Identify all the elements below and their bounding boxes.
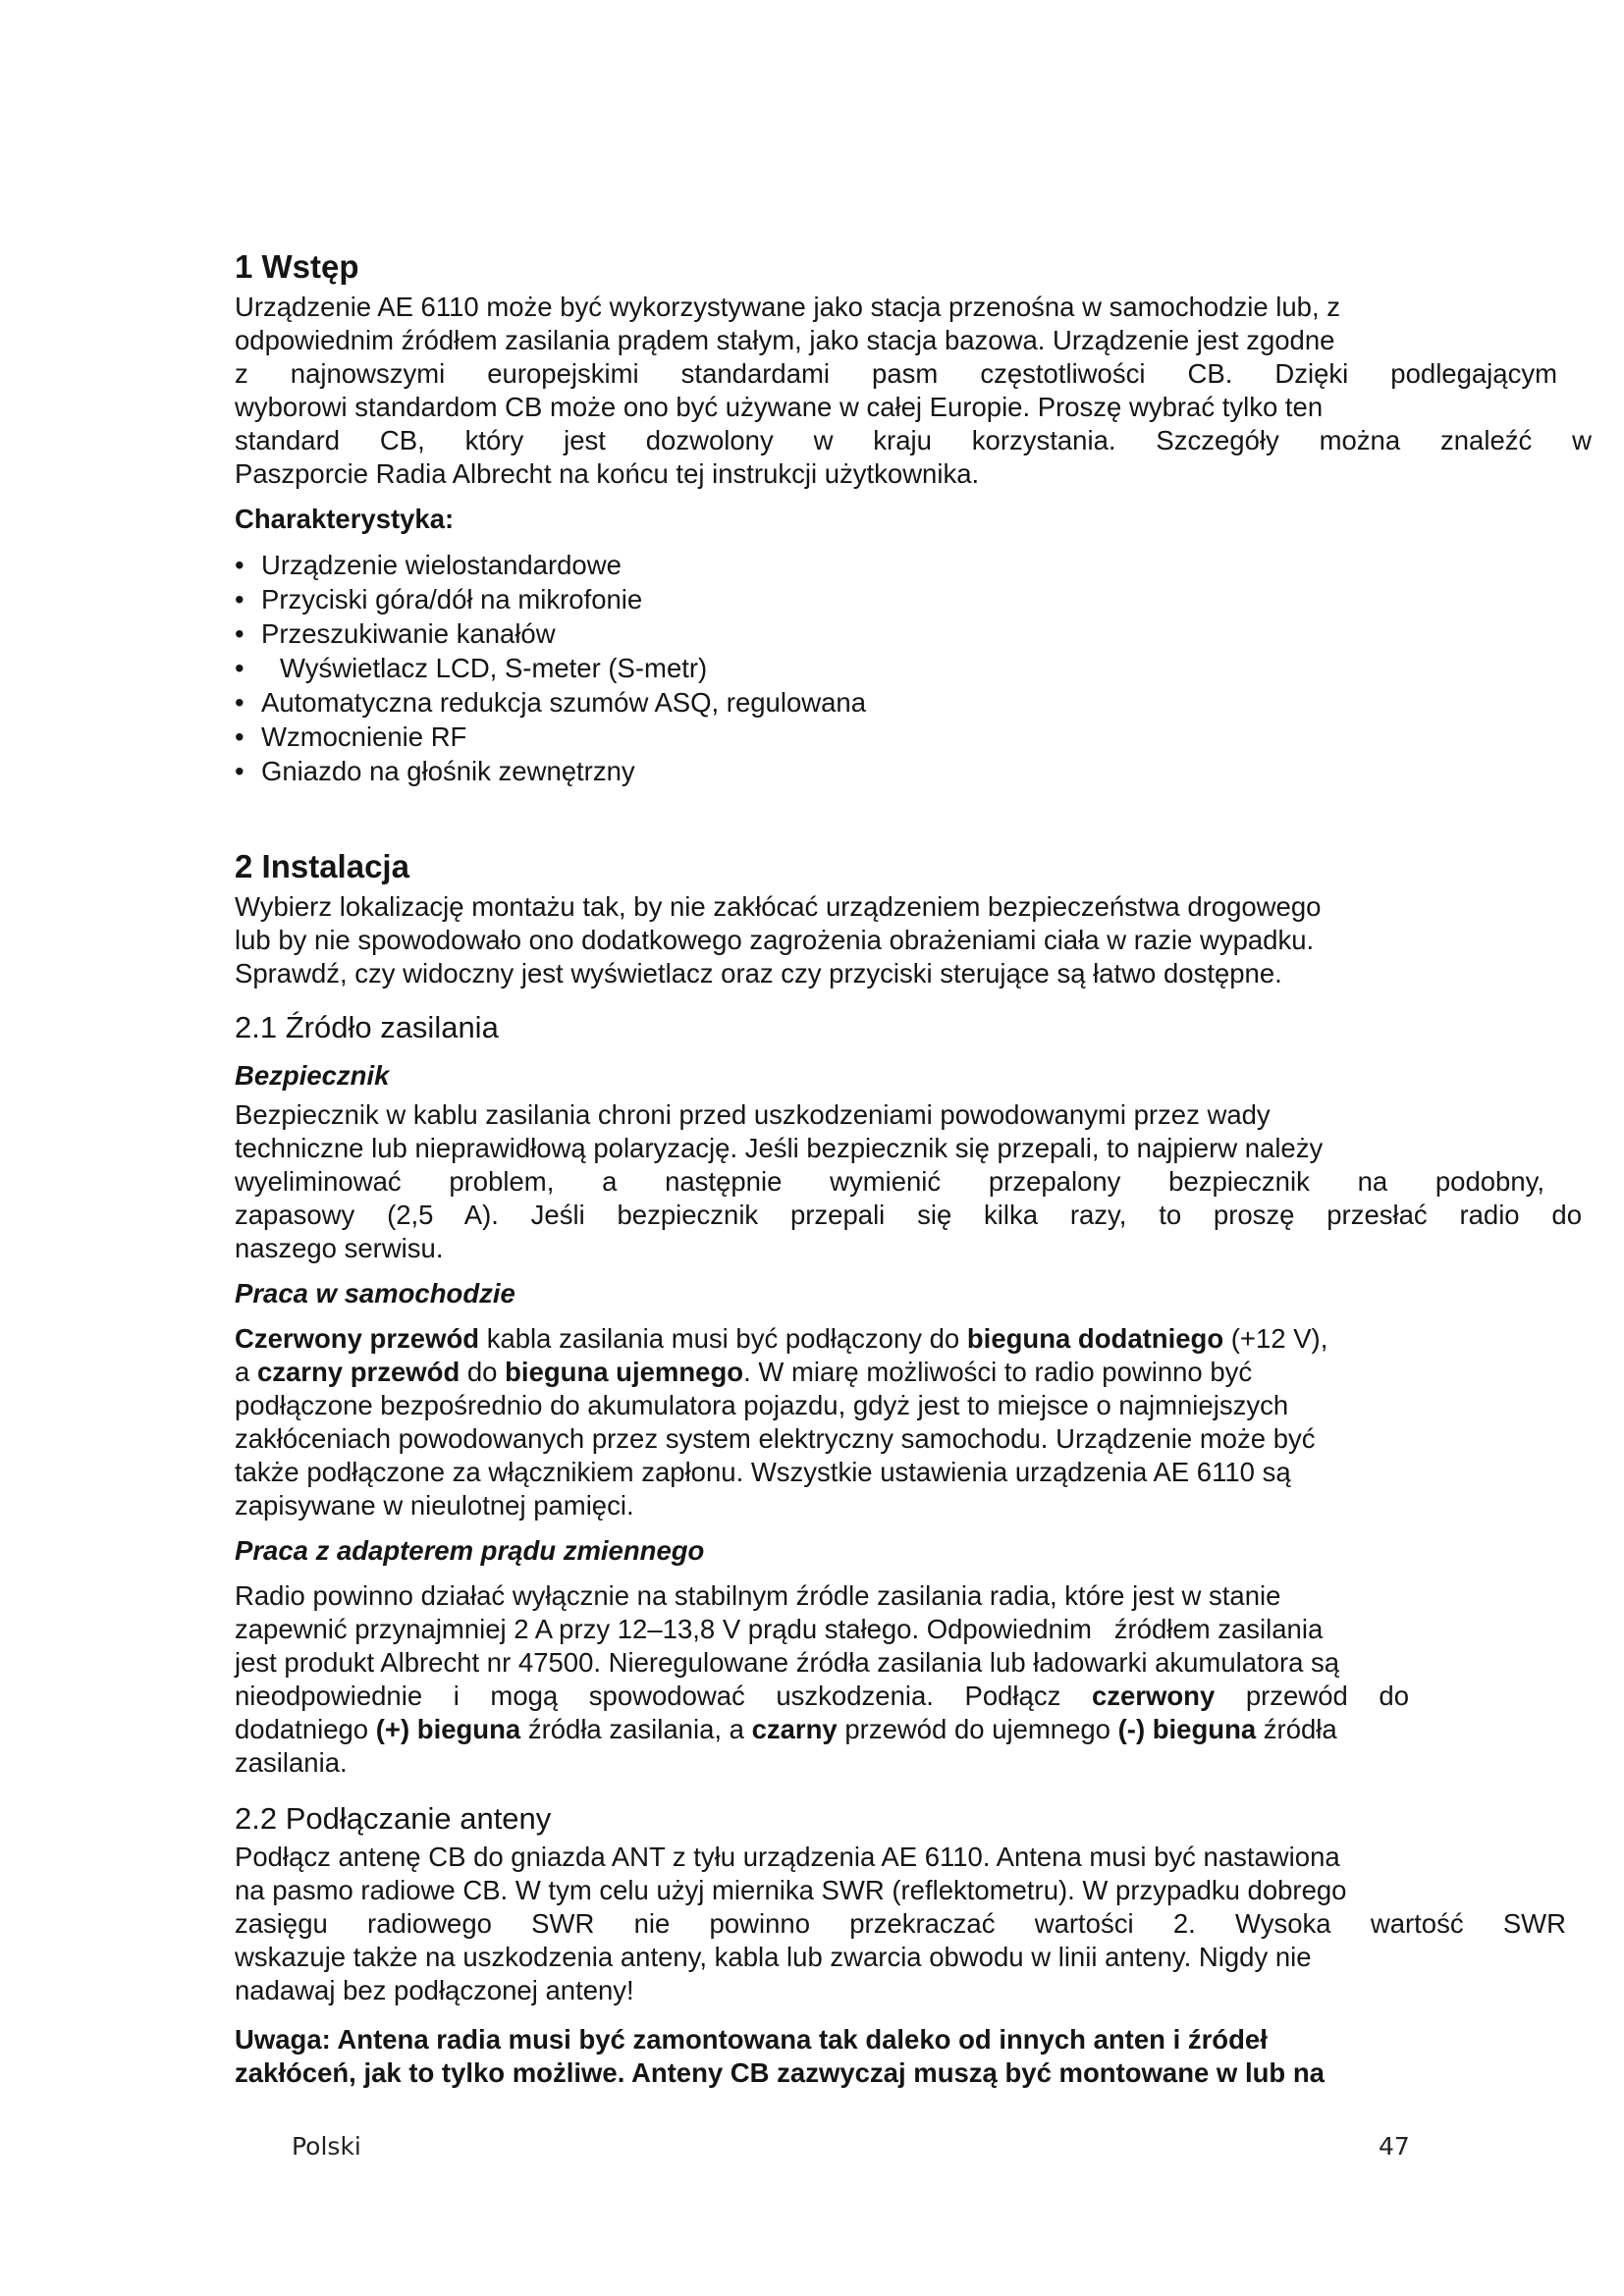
text-run: źródła zasilania, a xyxy=(520,1714,752,1744)
subsection-title-antenna: 2.2 Podłączanie anteny xyxy=(235,1801,552,1836)
text-line xyxy=(235,1713,1590,1746)
bold-text: czarny xyxy=(751,1714,838,1744)
text-line: nadawaj bez podłączonej anteny! xyxy=(235,1975,634,2005)
text-run: przewód do xyxy=(1215,1681,1409,1711)
text-line: jest produkt Albrecht nr 47500. Nieregulowane źródła zasilania lub ładowarki akumulatora są xyxy=(235,1647,1340,1678)
text-line: lub by nie spowodowało ono dodatkowego zagrożenia obrażeniami ciała w razie wypadku. xyxy=(235,925,1315,955)
list-item: • Urządzenie wielostandardowe xyxy=(235,548,1590,582)
text-line: wyeliminować problem, a następnie wymienić przepalony bezpiecznik na podobny, xyxy=(235,1166,1544,1197)
text-line: zapisywane w nieulotnej pamięci. xyxy=(235,1490,634,1521)
text-run: źródła xyxy=(1256,1714,1337,1744)
intro-paragraph xyxy=(235,291,1590,491)
list-item: • Wyświetlacz LCD, S-meter (S-metr) xyxy=(235,651,1590,685)
fuse-paragraph xyxy=(235,1098,1590,1265)
text-line: zasięgu radiowego SWR nie powinno przekraczać wartości 2. Wysoka wartość SWR xyxy=(235,1908,1566,1939)
list-item: • Automatyczna redukcja szumów ASQ, regulowana xyxy=(235,685,1590,720)
subsection-title-power: 2.1 Źródło zasilania xyxy=(235,1010,499,1044)
car-heading: Praca w samochodzie xyxy=(235,1278,515,1308)
text-run: nieodpowiednie i mogą spowodować uszkodzenia. Podłącz xyxy=(235,1681,1092,1711)
text-line: zasilania. xyxy=(235,1747,348,1778)
installation-paragraph xyxy=(235,890,1590,990)
features-label: Charakterystyka: xyxy=(235,504,455,534)
car-paragraph xyxy=(235,1322,1590,1522)
bold-text: bieguna dodatniego xyxy=(966,1323,1224,1354)
ac-adapter-heading: Praca z adapterem prądu zmiennego xyxy=(235,1535,705,1566)
text-line: zapewnić przynajmniej 2 A przy 12–13,8 V prądu stałego. Odpowiednim źródłem zasilania xyxy=(235,1614,1324,1644)
text-line: Wybierz lokalizację montażu tak, by nie zakłócać urządzeniem bezpieczeństwa drogowego xyxy=(235,891,1322,922)
text-line: wyborowi standardom CB może ono być używane w całej Europie. Proszę wybrać tylko ten xyxy=(235,392,1324,422)
text-line: na pasmo radiowe CB. W tym celu użyj miernika SWR (reflektometru). W przypadku dobrego xyxy=(235,1875,1347,1905)
text-line: Paszporcie Radia Albrecht na końcu tej instrukcji użytkownika. xyxy=(235,458,980,489)
list-item: • Wzmocnienie RF xyxy=(235,720,1590,754)
text-line: zakłóceń, jak to tylko możliwe. Anteny CB zazwyczaj muszą być montowane w lub na xyxy=(235,2057,1325,2088)
features-list xyxy=(235,548,1590,788)
bold-text: (+) bieguna xyxy=(375,1714,521,1744)
text-line: podłączone bezpośrednio do akumulatora pojazdu, gdyż jest to miejsce o najmniejszych xyxy=(235,1390,1289,1420)
list-item: • Przyciski góra/dół na mikrofonie xyxy=(235,582,1590,616)
text-line: naszego serwisu. xyxy=(235,1233,444,1263)
text-run: kabla zasilania musi być podłączony do xyxy=(479,1323,967,1354)
ac-adapter-paragraph xyxy=(235,1579,1590,1780)
text-run: a xyxy=(235,1357,257,1387)
section-title-installation: 2 Instalacja xyxy=(235,848,409,884)
text-line xyxy=(235,1322,1590,1356)
text-line: Radio powinno działać wyłącznie na stabilnym źródle zasilania radia, które jest w stanie xyxy=(235,1580,1281,1611)
footer-language: Polski xyxy=(292,2132,361,2161)
text-line: zakłóceniach powodowanych przez system elektryczny samochodu. Urządzenie może być xyxy=(235,1423,1316,1454)
text-line: techniczne lub nieprawidłową polaryzację. Jeśli bezpiecznik się przepali, to najpierw należy xyxy=(235,1133,1324,1163)
text-line: Uwaga: Antena radia musi być zamontowana tak daleko od innych anten i źródeł xyxy=(235,2024,1268,2055)
list-item: • Gniazdo na głośnik zewnętrzny xyxy=(235,754,1590,788)
text-line: wskazuje także na uszkodzenia anteny, kabla lub zwarcia obwodu w linii anteny. Nigdy nie xyxy=(235,1942,1312,1972)
text-line: Bezpiecznik w kablu zasilania chroni przed uszkodzeniami powodowanymi przez wady xyxy=(235,1099,1271,1130)
text-line: standard CB, który jest dozwolony w kraju korzystania. Szczegóły można znaleźć w xyxy=(235,425,1592,455)
page-content xyxy=(235,247,1590,2090)
text-line xyxy=(235,1680,1409,1713)
text-line: także podłączone za włącznikiem zapłonu. Wszystkie ustawienia urządzenia AE 6110 są xyxy=(235,1457,1291,1487)
page-number: 47 xyxy=(1379,2132,1410,2161)
text-line: zapasowy (2,5 A). Jeśli bezpiecznik przepali się kilka razy, to proszę przesłać radio do xyxy=(235,1200,1582,1230)
text-run: dodatniego xyxy=(235,1714,376,1744)
text-line: Sprawdź, czy widoczny jest wyświetlacz oraz czy przyciski sterujące są łatwo dostępne. xyxy=(235,958,1282,988)
text-run: (+12 V), xyxy=(1223,1323,1328,1354)
text-run: do xyxy=(460,1357,506,1387)
bold-text: Czerwony przewód xyxy=(235,1323,480,1354)
bold-text: czerwony xyxy=(1091,1681,1216,1711)
list-item: • Przeszukiwanie kanałów xyxy=(235,616,1590,651)
bold-text: (-) bieguna xyxy=(1117,1714,1257,1744)
text-line: odpowiednim źródłem zasilania prądem stałym, jako stacja bazowa. Urządzenie jest zgodne xyxy=(235,325,1335,355)
bold-text: bieguna ujemnego xyxy=(505,1357,744,1387)
text-line: Podłącz antenę CB do gniazda ANT z tyłu urządzenia AE 6110. Antena musi być nastawiona xyxy=(235,1842,1340,1872)
section-title-intro: 1 Wstęp xyxy=(235,248,359,285)
text-line xyxy=(235,1356,1590,1389)
bold-text: czarny przewód xyxy=(256,1357,460,1387)
antenna-warning xyxy=(235,2023,1590,2090)
text-line: Urządzenie AE 6110 może być wykorzystywane jako stacja przenośna w samochodzie lub, z xyxy=(235,292,1341,322)
text-run: . W miarę możliwości to radio powinno być xyxy=(743,1357,1253,1387)
text-run: przewód do ujemnego xyxy=(837,1714,1118,1744)
text-line: z najnowszymi europejskimi standardami pasm częstotliwości CB. Dzięki podlegającym xyxy=(235,358,1557,389)
antenna-paragraph xyxy=(235,1841,1590,2007)
fuse-heading: Bezpiecznik xyxy=(235,1060,390,1091)
